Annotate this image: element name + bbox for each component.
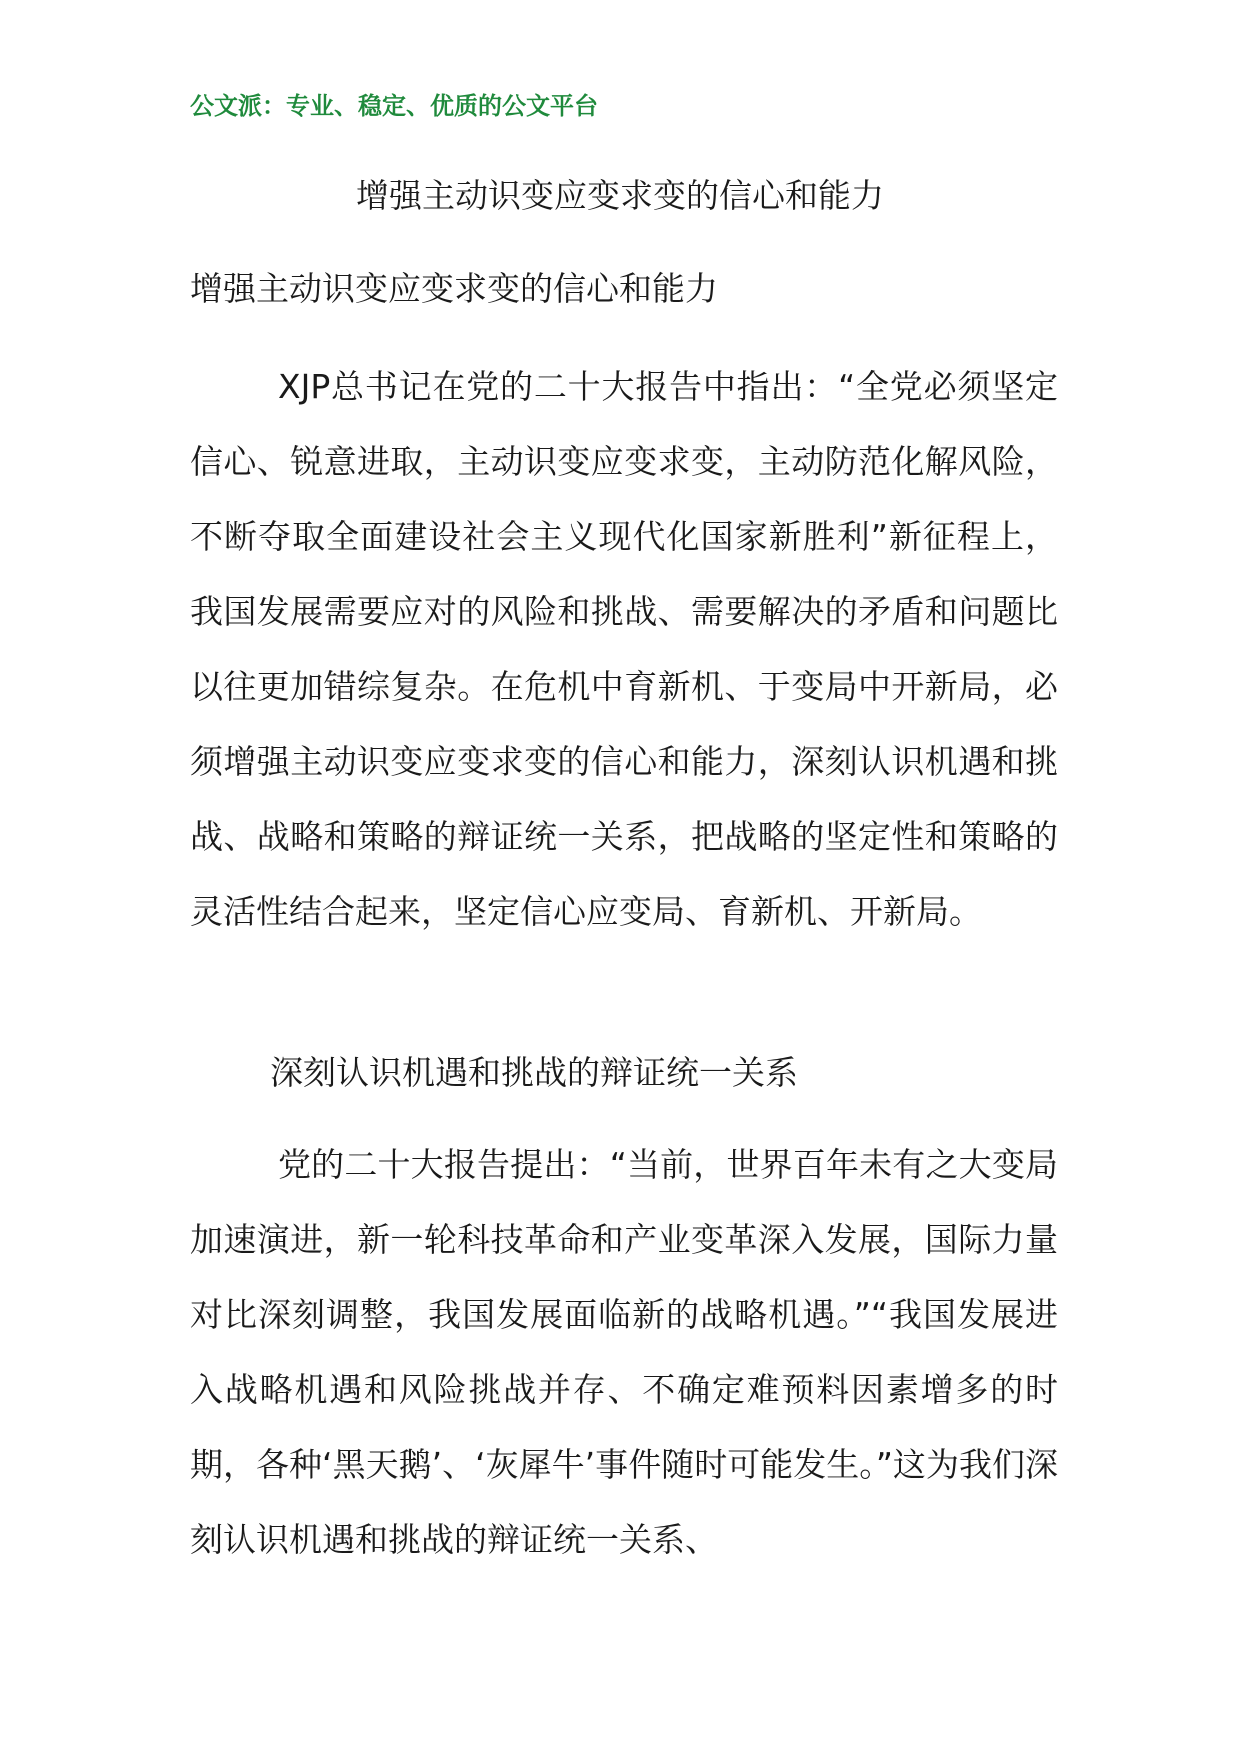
body-paragraph: 党的二十大报告提出：“当前，世界百年未有之大变局加速演进，新一轮科技革命和产业变革深入发展，国际力量对比深刻调整，我国发展面临新的战略机遇。”“我国发展进入战略机遇和风险挑战并存、不确定难预料因素增多的时期，各种‘黑天鹅’、‘灰犀牛’事件随时可能发生。”这为我们深刻认识机遇和挑战的辩证统一关系、: [190, 1145, 1058, 1559]
site-header-banner: 公文派：专业、稳定、优质的公文平台: [190, 92, 598, 120]
section-heading: 深刻认识机遇和挑战的辩证统一关系: [270, 1053, 798, 1092]
document-title: 增强主动识变应变求变的信心和能力: [356, 176, 884, 215]
body-paragraph: XJP总书记在党的二十大报告中指出：“全党必须坚定信心、锐意进取，主动识变应变求变，主动防范化解风险，不断夺取全面建设社会主义现代化国家新胜利”新征程上，我国发展需要应对的风险和挑战、需要解决的矛盾和问题比以往更加错综复杂。在危机中育新机、于变局中开新局，必须增强主动识变应变求变的信心和能力，深刻认识机遇和挑战、战略和策略的辩证统一关系，把战略的坚定性和策略的灵活性结合起来，坚定信心应变局、育新机、开新局。: [190, 367, 1058, 931]
document-subtitle: 增强主动识变应变求变的信心和能力: [190, 269, 718, 308]
